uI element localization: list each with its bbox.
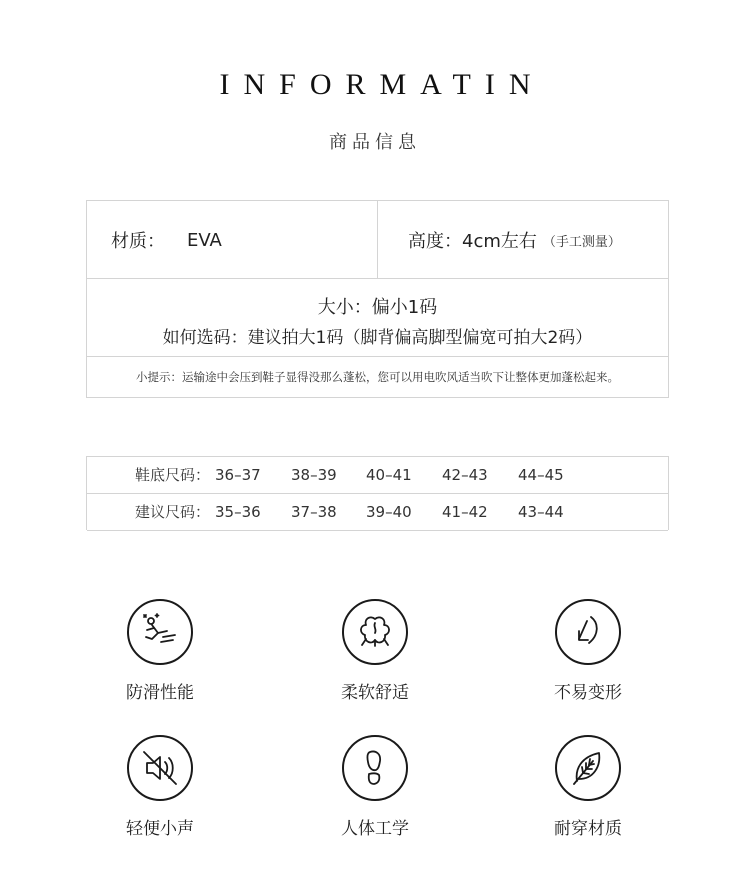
info-row-size	[87, 279, 668, 357]
suggest-size-label: 建议尺码：	[135, 503, 211, 521]
feature-anti-slip	[90, 599, 230, 703]
material-cell	[87, 201, 378, 279]
suggest-size-value: 43–44	[518, 503, 564, 521]
size-advice-text: 如何选码：建议拍大1码（脚背偏高脚型偏宽可拍大2码）	[162, 328, 593, 348]
feature-label: 轻便小声	[126, 819, 194, 839]
height-label: 高度：4cm左右	[408, 231, 537, 252]
feature-soft	[305, 599, 445, 703]
feature-label: 耐穿材质	[554, 819, 622, 839]
size-row-sole	[87, 457, 668, 494]
size-row-suggest	[87, 494, 668, 531]
feature-light-quiet	[90, 735, 230, 839]
mute-speaker-icon	[127, 735, 193, 801]
material-label: 材质：	[111, 231, 165, 252]
suggest-size-value: 37–38	[291, 503, 337, 521]
sole-size-label: 鞋底尺码：	[135, 466, 211, 484]
rebound-arrow-icon	[555, 599, 621, 665]
sole-size-value: 42–43	[442, 466, 488, 484]
feature-label: 防滑性能	[126, 683, 194, 703]
info-row-material-height	[87, 201, 668, 279]
sole-size-value: 44–45	[518, 466, 564, 484]
sole-size-value: 38–39	[291, 466, 337, 484]
material-value: EVA	[187, 229, 222, 251]
size-fit-text: 大小：偏小1码	[317, 297, 438, 318]
tip-text: 小提示：运输途中会压到鞋子显得没那么蓬松，您可以用电吹风适当吹下让整体更加蓬松起来。	[136, 370, 619, 384]
suggest-size-value: 35–36	[215, 503, 261, 521]
feature-no-deform	[518, 599, 658, 703]
feature-ergonomic	[305, 735, 445, 839]
anti-slip-icon	[127, 599, 193, 665]
size-table	[86, 456, 669, 530]
leaf-icon	[555, 735, 621, 801]
feature-label: 柔软舒适	[341, 683, 409, 703]
suggest-size-value: 39–40	[366, 503, 412, 521]
info-table	[86, 200, 669, 398]
feature-durable	[518, 735, 658, 839]
sole-size-value: 40–41	[366, 466, 412, 484]
height-cell	[378, 201, 669, 279]
feature-label: 人体工学	[341, 819, 409, 839]
sole-size-value: 36–37	[215, 466, 261, 484]
page-subtitle: 商品信息	[329, 132, 421, 153]
suggest-size-value: 41–42	[442, 503, 488, 521]
feature-label: 不易变形	[554, 683, 622, 703]
height-note: （手工测量）	[542, 234, 621, 250]
footprint-icon	[342, 735, 408, 801]
cotton-icon	[342, 599, 408, 665]
page-title: INFORMATIN	[219, 68, 545, 101]
